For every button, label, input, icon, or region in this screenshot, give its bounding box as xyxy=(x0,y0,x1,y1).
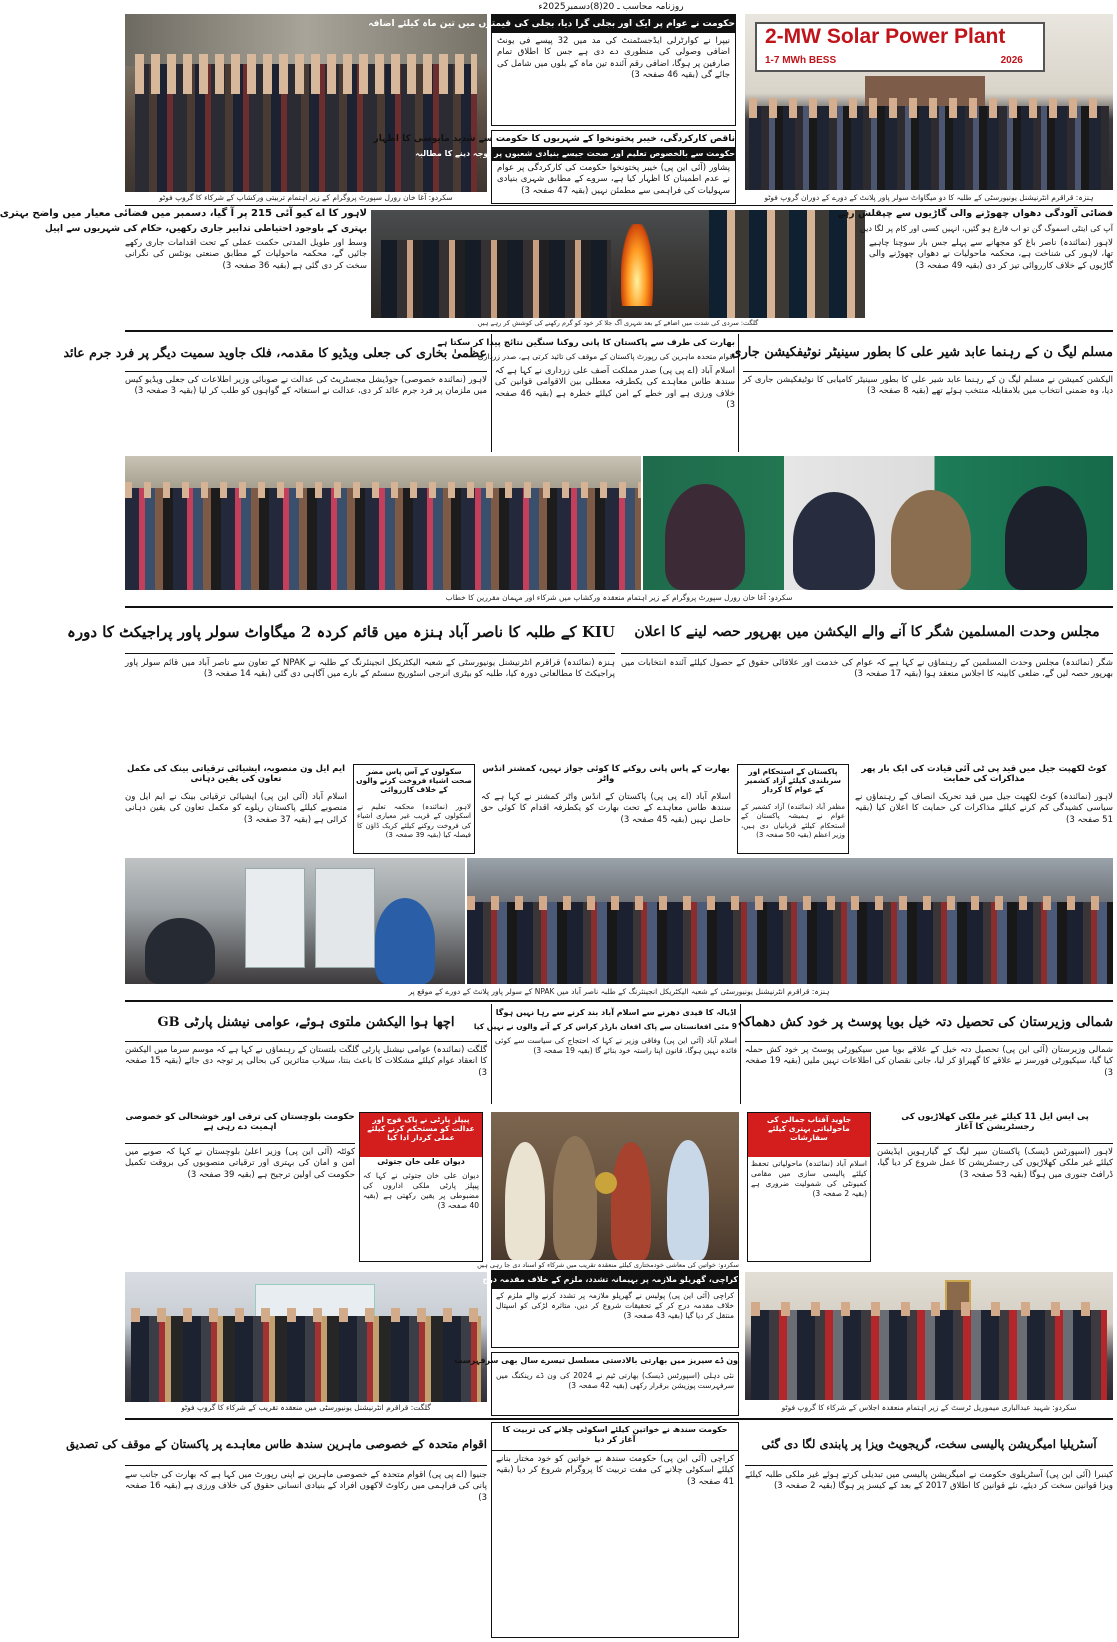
top-right-photo-caption: ہنزہ: قراقرم انٹرنیشنل یونیورسٹی کے طلبہ کا دو میگاواٹ سولر پاور پلانٹ کے دورے کے دوران گروپ فوٹو xyxy=(764,193,1094,202)
top-center-box-1-headline: حکومت نے عوام پر ایک اور بجلی گرا دیا، بجلی کی قیمتوں میں تین ماہ کیلئے اضافہ xyxy=(492,15,735,33)
row6-col5-article xyxy=(855,764,1113,854)
row10-left-group-photo xyxy=(125,1272,487,1402)
solar-sign-capacity: 1-7 MWh BESS xyxy=(765,55,837,66)
row11-right-headline: آسٹریلیا امیگریشن پالیسی سخت، گریجویٹ ویزا پر پابندی لگا دی گئی xyxy=(745,1422,1113,1466)
row6-col1-article xyxy=(125,764,347,854)
row10-center-box-2-headline: ون ڈے سیریز میں بھارتی بالادستی مسلسل تیسرے سال بھی سرفہرست xyxy=(454,1356,738,1365)
row3-left-body: لاہور (نمائندہ خصوصی) جوڈیشل مجسٹریٹ کی عدالت نے صوبائی وزیر اطلاعات کی جعلی ویڈیو کیس میں ملزمان پر فرد جرم عائد کر دی، عدالت نے استغاثہ کے گواہوں کو طلب کر لیا (بقیہ 3 صفحہ 3) xyxy=(125,375,487,397)
top-left-photo-caption: سکردو: آغا خان رورل سپورٹ پروگرام کے زیر اہتمام تربیتی ورکشاپ کے شرکاء کا گروپ فوٹو xyxy=(159,193,453,202)
row8-center-subheadline: 9 مئی افغانستان سے پاک افغان بارڈر کراس کر کے آنے والوں نے نہیں کیا xyxy=(473,1022,737,1031)
row6-col4-article xyxy=(737,764,849,854)
top-center-box-2-subheadline: حکومت سے بالخصوص تعلیم اور صحت جیسے بنیادی شعبوں پر توجہ دینے کا مطالبہ xyxy=(492,147,735,161)
row6-col5-body: لاہور (نمائندہ) کوٹ لکھپت جیل میں قید تحریک انصاف کے رہنماؤں نے سیاسی کشیدگی کم کرنے کیلئے مذاکرات کی حمایت کا اعلان کیا (بقیہ 51 صفحہ 3) xyxy=(855,792,1113,825)
row9-left-headline: حکومت بلوچستان کی ترقی اور خوشحالی کو خصوصی اہمیت دے رہی ہے xyxy=(125,1112,355,1144)
row8-left-headline: اچھا ہوا الیکشن ملتوی ہوئے، عوامی نیشنل پارٹی GB xyxy=(125,1004,487,1042)
row11-center-headline: حکومت سندھ نے خواتین کیلئے اسکوٹی چلانے کی تربیت کا آغاز کر دیا xyxy=(492,1423,738,1451)
row11-right-article xyxy=(745,1422,1113,1638)
row4-workshop-photo-left xyxy=(125,456,641,590)
top-center-box-2-headline: ناقص کارکردگی، خیبر پختونخوا کے شہریوں کا حکومت سے شدید مایوسی کا اظہار xyxy=(373,134,735,144)
row11-left-article xyxy=(66,1422,487,1638)
row10-left-photo-caption: گلگت: قراقرم انٹرنیشنل یونیورسٹی میں منعقدہ تقریب کے شرکاء کا گروپ فوٹو xyxy=(181,1403,431,1412)
top-right-solar-plant-photo xyxy=(745,14,1113,190)
row3-right-headline: مسلم لیگ ن کے رہنما عابد شیر علی کا بطور سینیٹر نوٹیفکیشن جاری xyxy=(743,334,1113,372)
row5-right-body: شگر (نمائندہ) مجلس وحدت المسلمین کے رہنماؤں نے کہا ہے کہ عوام کی خدمت اور علاقائی حقوق کے حصول کیلئے آئندہ انتخابات میں بھرپور حصہ لیں گے، ضلعی کابینہ کا اجلاس منعقد ہوا (بقیہ 17 صفحہ 3) xyxy=(621,658,1113,680)
solar-sign-title: 2-MW Solar Power Plant xyxy=(765,25,1006,48)
row9-center-photo-caption: سکردو: خواتین کی معاشی خودمختاری کیلئے منعقدہ تقریب میں شرکاء کو اسناد دی جا رہی ہیں xyxy=(477,1261,739,1269)
row3-left-headline: عظمیٰ بخاری کی جعلی ویڈیو کا مقدمہ، فلک جاوید سمیت دیگر پر فرد جرم عائد xyxy=(125,334,487,372)
row6-col4-body: مظفر آباد (نمائندہ) آزاد کشمیر کے عوام نے ہمیشہ پاکستان کے استحکام کیلئے قربانیاں دی ہیں، وزیر اعظم (بقیہ 50 صفحہ 3) xyxy=(741,803,845,840)
row9-left-body: کوئٹہ (آئی این پی) وزیر اعلیٰ بلوچستان نے کہا کہ صوبے میں امن و امان کی بہتری اور ترقیاتی منصوبوں کی بروقت تکمیل حکومت کی اولین ترجیح ہے (بقیہ 39 صفحہ 3) xyxy=(125,1147,355,1180)
row10-right-meeting-photo xyxy=(745,1272,1113,1400)
row10-center-box-2-body: نئی دہلی (اسپورٹس ڈیسک) بھارتی ٹیم نے 2024 کی ون ڈے رینکنگ میں سرفہرست پوزیشن برقرار رکھی (بقیہ 42 صفحہ 3) xyxy=(496,1371,734,1391)
row3-left-article xyxy=(63,334,487,452)
row8-right-article xyxy=(737,1004,1114,1108)
row9-right-body: لاہور (اسپورٹس ڈیسک) پاکستان سپر لیگ کے گیارہویں ایڈیشن کیلئے غیر ملکی کھلاڑیوں کی رجسٹریشن کا عمل شروع کر دیا گیا، ڈرافٹ جنوری میں ہوگا (بقیہ 53 صفحہ 3) xyxy=(877,1147,1113,1180)
row5-left-body: ہنزہ (نمائندہ) قراقرم انٹرنیشنل یونیورسٹی کے شعبہ الیکٹریکل انجینئرنگ کے طلبہ نے NPAK کے تعاون سے ناصر آباد میں قائم سولر پاور پراجیکٹ کا مطالعاتی دورہ کیا، طلبہ کو بیٹری انرجی اسٹوریج سسٹم کے بارے میں آگاہی دی گئی (بقیہ 14 صفحہ 3) xyxy=(125,658,615,680)
masthead-date: روزنامہ محاسب ـ 20(8)دسمبر2025ء xyxy=(538,2,684,12)
row10-center-box-2 xyxy=(454,1352,739,1416)
row6-col2-body: لاہور (نمائندہ) محکمہ تعلیم نے اسکولوں کے قریب غیر معیاری اشیاء کی فروخت روکنے کیلئے کریک ڈاؤن کا فیصلہ کیا (بقیہ 39 صفحہ 3) xyxy=(357,803,471,840)
row11-left-body: جنیوا (اے پی پی) اقوام متحدہ کے خصوصی ماہرین نے اپنی رپورٹ میں کہا ہے کہ بھارت کی جانب سے پانی کی فراہمی میں رکاوٹ لاکھوں افراد کے بنیادی انسانی حقوق کی خلاف ورزی ہے (بقیہ 16 صفحہ 3) xyxy=(125,1470,487,1503)
row6-col3-article xyxy=(481,764,731,854)
top-center-box-2-body: پشاور (آئی این پی) خیبر پختونخوا حکومت کی کارکردگی پر عوام نے عدم اطمینان کا اظہار کیا ہے، سروے کے مطابق شہری بنیادی سہولیات کی فراہمی سے مطمئن نہیں (بقیہ 47 صفحہ 3) xyxy=(497,163,730,196)
row3-right-article xyxy=(731,334,1113,452)
row10-center-box-1-body: کراچی (آئی این پی) پولیس نے گھریلو ملازمہ پر تشدد کرنے والے ملزم کے خلاف مقدمہ درج کر کے تحقیقات شروع کر دیں، متاثرہ لڑکی کو اسپتال منتقل کر دیا گیا (بقیہ 43 صفحہ 3) xyxy=(496,1291,734,1321)
row7-photo-caption: ہنزہ: قراقرم انٹرنیشنل یونیورسٹی کے شعبہ الیکٹریکل انجینئرنگ کے طلبہ ناصر آباد میں NPAK کے سولر پاور پلانٹ کے دورے کے موقع پر xyxy=(408,987,830,996)
row6-col4-headline: پاکستان کے استحکام اور سربلندی کیلئے آزاد کشمیر کے عوام کا کردار xyxy=(744,767,842,794)
row3-right-body: الیکشن کمیشن نے مسلم لیگ ن کے رہنما عابد شیر علی کا بطور سینیٹر کامیابی کا نوٹیفکیشن جاری کر دیا، وہ ضمنی انتخاب میں بلامقابلہ منتخب ہوئے تھے (بقیہ 8 صفحہ 3) xyxy=(743,375,1113,397)
row3-center-subheadline: اقوام متحدہ ماہرین کی رپورٹ پاکستان کے موقف کی تائید کرتی ہے، صدر زرداری xyxy=(477,352,735,361)
row8-center-body: اسلام آباد (آئی این پی) وفاقی وزیر نے کہا کہ احتجاج کی سیاست سے کوئی فائدہ نہیں ہوگا، قانون اپنا راستہ خود بنائے گا (بقیہ 19 صفحہ 3) xyxy=(495,1036,737,1056)
row9-red-box-2-body: اسلام آباد (نمائندہ) ماحولیاتی تحفظ کیلئے پالیسی سازی میں مقامی کمیونٹی کی شمولیت ضروری ہے (بقیہ 2 صفحہ 3) xyxy=(751,1159,867,1199)
solar-sign-year: 2026 xyxy=(1000,55,1023,66)
row10-center-box-1 xyxy=(482,1270,739,1348)
row8-right-body: شمالی وزیرستان (آئی این پی) تحصیل دتہ خیل کے علاقے بویا میں سیکیورٹی پوسٹ پر خود کش حملہ کیا گیا، سیکیورٹی فورسز نے علاقے کا گھیراؤ کر لیا، جانی نقصان کی اطلاعات نہیں ملیں (بقیہ 19 صفحہ 3) xyxy=(745,1045,1114,1078)
top-center-box-2 xyxy=(373,130,736,204)
row11-left-headline: اقوام متحدہ کے خصوصی ماہرین سندھ طاس معاہدے پر پاکستان کے موقف کی تصدیق xyxy=(125,1422,487,1466)
row9-red-box-1 xyxy=(359,1112,483,1262)
row6-col3-headline: بھارت کے پاس پانی روکنے کا کوئی جواز نہیں، کمشنر انڈس واٹر xyxy=(482,764,730,785)
row9-right-headline: پی ایس ایل 11 کیلئے غیر ملکی کھلاڑیوں کی رجسٹریشن کا آغاز xyxy=(877,1112,1113,1144)
row3-center-body: اسلام آباد (اے پی پی) صدر مملکت آصف علی زرداری نے کہا ہے کہ سندھ طاس معاہدے کی یکطرفہ معطلی بین الاقوامی قوانین کی خلاف ورزی ہے اور خطے کے امن کیلئے خطرہ ہے (بقیہ 46 صفحہ 3) xyxy=(495,366,736,411)
row9-red-box-2 xyxy=(747,1112,871,1262)
row9-left-article xyxy=(125,1112,355,1266)
row7-solar-visit-photo-left xyxy=(125,858,465,984)
row4-speakers-photo-right xyxy=(643,456,1113,590)
row2-center-bonfire-photo xyxy=(371,210,865,318)
row8-left-body: گلگت (نمائندہ) عوامی نیشنل پارٹی گلگت بلتستان کے رہنماؤں نے کہا ہے کہ موسم سرما میں الیکشن کا انعقاد عوام کیلئے مشکلات کا باعث بنتا، سیلاب متاثرین کی بحالی پر توجہ دی جائے (بقیہ 15 صفحہ 3) xyxy=(125,1045,488,1078)
top-center-box-1 xyxy=(368,14,736,126)
row4-photo-caption: سکردو: آغا خان رورل سپورٹ پروگرام کے زیر اہتمام منعقدہ ورکشاپ میں شرکاء اور مہمان مقررین کا خطاب xyxy=(445,593,793,602)
row2-center-photo-caption: گلگت: سردی کی شدت میں اضافے کے بعد شہری آگ جلا کر خود کو گرم رکھنے کی کوشش کر رہے ہیں xyxy=(477,319,759,327)
row2-left-subheadline: بہتری کے باوجود احتیاطی تدابیر جاری رکھیں، حکام کی شہریوں سے اپیل xyxy=(44,224,367,234)
row7-solar-visit-photo-right xyxy=(467,858,1113,984)
row8-left-article xyxy=(125,1004,487,1108)
row2-left-article xyxy=(0,208,367,320)
row5-left-headline: KIU کے طلبہ کا ناصر آباد ہنزہ میں قائم کردہ 2 میگاواٹ سولر پاور پراجیکٹ کا دورہ xyxy=(125,610,615,654)
row9-red-box-2-headline: جاوید آفتاب جمالی کی ماحولیاتی بہتری کیلئے سفارشات xyxy=(748,1113,870,1157)
row6-col1-body: اسلام آباد (آئی این پی) ایشیائی ترقیاتی بینک نے ایم ایل ون منصوبے کیلئے پاکستان ریلوے کو مکمل تعاون کی یقین دہانی کرائی ہے (بقیہ 37 صفحہ 3) xyxy=(125,792,347,825)
row8-center-article xyxy=(473,1004,741,1104)
row2-right-body: لاہور (نمائندہ) ناصر باغ کو مجھانے سے پہلے جس بار سوچنا چاہیے تھا، لاہور کی شناخت ہے، محکمہ ماحولیات نے دھواں چھوڑنے والی گاڑیوں کے خلاف کارروائی تیز کر دی (بقیہ 49 صفحہ 3) xyxy=(869,238,1113,271)
row9-red-box-1-body: دیوان علی خان جتوئی نے کہا کہ پیپلز پارٹی ملکی اداروں کی مضبوطی پر یقین رکھتی ہے (بقیہ 40 صفحہ 3) xyxy=(363,1171,479,1211)
row3-center-headline: بھارت کی طرف سے پاکستان کا پانی روکنا سنگین نتائج پیدا کر سکتا ہے xyxy=(437,338,735,348)
row6-col3-body: اسلام آباد (اے پی پی) پاکستان کے انڈس واٹر کمشنر نے کہا ہے کہ سندھ طاس معاہدے کے تحت بھارت کو یکطرفہ اقدام کا کوئی حق حاصل نہیں (بقیہ 45 صفحہ 3) xyxy=(481,792,731,825)
row11-center-article xyxy=(491,1422,739,1638)
row10-center-box-1-headline: کراچی، گھریلو ملازمہ پر بہیمانہ تشدد، ملزم کے خلاف مقدمہ درج xyxy=(492,1271,738,1289)
row5-right-article xyxy=(621,610,1113,710)
row6-col2-article xyxy=(353,764,475,854)
row11-right-body: کینبرا (آئی این پی) آسٹریلوی حکومت نے امیگریشن پالیسی میں تبدیلی کرتے ہوئے غیر ملکی طلبہ کیلئے ویزا قوانین سخت کر دیئے، نئے قوانین کا اطلاق 2017 کے بعد کے کیسز پر ہوگا (بقیہ 2 صفحہ 3) xyxy=(745,1470,1113,1492)
row9-right-article xyxy=(877,1112,1113,1266)
top-center-box-1-body: نیپرا نے کوارٹرلی ایڈجسٹمنٹ کی مد میں 32 پیسے فی یونٹ اضافی وصولی کی منظوری دے دی ہے جس کا اطلاق تمام صارفین پر ہوگا، اضافی رقم آئندہ تین ماہ کے بلوں میں شامل کی جائے گی (بقیہ 46 صفحہ 3) xyxy=(497,36,730,81)
row2-left-body: وسط اور طویل المدتی حکمت عملی کے تحت اقدامات جاری رکھے جائیں گے، محکمہ ماحولیات کے مطابق صنعتی یونٹس کی نگرانی سخت کر دی گئی ہے (بقیہ 36 صفحہ 3) xyxy=(125,238,367,271)
row9-red-box-1-subheadline: دیوان علی خان جتوئی xyxy=(377,1157,465,1166)
row2-left-headline: لاہور کا اے کیو آئی 215 پر آ گیا، دسمبر میں فضائی معیار میں واضح بہتری xyxy=(0,208,367,219)
row11-center-body: کراچی (آئی این پی) حکومت سندھ نے خواتین کو خود مختار بنانے کیلئے اسکوٹی چلانے کی مفت تربیت کا پروگرام شروع کر دیا (بقیہ 41 صفحہ 3) xyxy=(496,1454,734,1487)
row6-col2-headline: سکولوں کے آس پاس مضر صحت اشیاء فروخت کرنے والوں کے خلاف کارروائی xyxy=(356,767,472,794)
row2-right-headline: فضائی آلودگی دھواں چھوڑنے والی گاڑیوں سے چپقلش رہے xyxy=(838,208,1113,219)
row8-center-headline: اڈیالہ کا قیدی دھرنے سے اسلام آباد بند کرنے سے رہا نہیں ہوگا xyxy=(495,1008,737,1017)
row10-right-photo-caption: سکردو: شہید عبدالباری میموریل ٹرسٹ کے زیر اہتمام منعقدہ اجلاس کے شرکاء کا گروپ فوٹو xyxy=(781,1403,1077,1412)
top-left-group-photo xyxy=(125,14,487,192)
row2-right-subheadline: آپ کی اینٹی اسموگ گن تو اب فارغ ہو گئیں، انہیں کسی اور کام پر لگا دیں xyxy=(860,224,1113,233)
row3-center-article xyxy=(437,334,739,452)
row6-col5-headline: کوٹ لکھپت جیل میں قید پی ٹی آئی قیادت کی ایک بار پھر مذاکرات کی حمایت xyxy=(861,764,1107,785)
row9-center-ceremony-photo xyxy=(491,1112,739,1260)
row2-right-article xyxy=(838,208,1113,328)
row6-col1-headline: ایم ایل ون منصوبہ، ایشیائی ترقیاتی بینک کی مکمل تعاون کی یقین دہانی xyxy=(126,764,346,785)
row8-right-headline: شمالی وزیرستان کی تحصیل دتہ خیل بویا پوسٹ پر خود کش دھماکہ xyxy=(745,1004,1113,1042)
row9-red-box-1-headline: پیپلز پارٹی نے پاک فوج اور عدالت کو مستحکم کرنے کیلئے عملی کردار ادا کیا xyxy=(360,1113,482,1157)
row5-right-headline: مجلس وحدت المسلمین شگر کا آنے والے الیکشن میں بھرپور حصہ لینے کا اعلان xyxy=(621,610,1113,654)
solar-plant-sign xyxy=(755,22,1045,72)
